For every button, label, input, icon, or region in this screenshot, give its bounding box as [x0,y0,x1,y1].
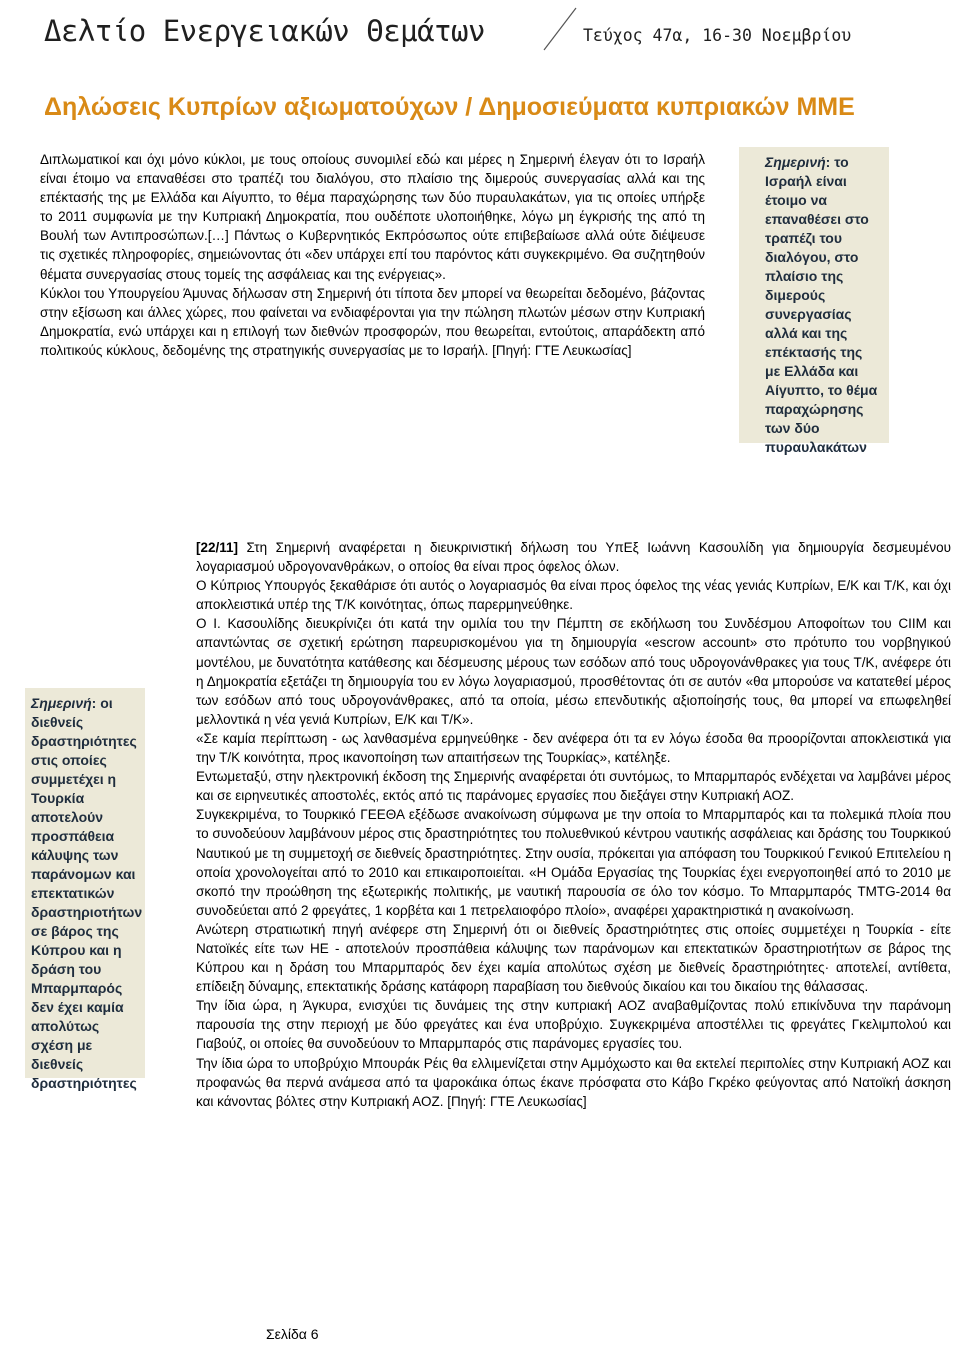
article-2 [196,538,951,1111]
article-2-paragraph: [22/11] Στη Σημερινή αναφέρεται η διευκρινιστική δήλωση του ΥπΕξ Ιωάννη Κασουλίδη για δημιουργία δεσμευμένου λογαριασμού υδρογονανθράκων, ο οποίος θα είναι προς όφελος όλων. [196,540,951,575]
article-1-paragraph: Κύκλοι του Υπουργείου Άμυνας δήλωσαν στη Σημερινή ότι τίποτα δεν μπορεί να θεωρείται δεδομένο, βάζοντας στην εξίσωση και άλλες χώρες, που φαίνεται να ενδιαφέρονται για την πώληση πλωτών μέσων στην Κυπριακή Δημοκρατία, ενώ υπάρχει και η επιλογή των διεθνών προσφορών, που θεωρείται, εντούτοις, απαράδεκτη από πολιτικούς κύκλους, δεδομένης της στρατηγικής συνεργασίας με το Ισραήλ. [Πηγή: ΓΤΕ Λευκωσίας] [40,285,705,358]
pull-quote-2 [25,688,145,1091]
issue-date: Τεύχος 47α, 16-30 Νοεμβρίου [583,26,852,45]
pull-quote-1 [739,147,889,455]
article-2-paragraph: Την ίδια ώρα το υποβρύχιο Μπουράκ Ρέις θα ελλιμενίζεται στην Αμμόχωστο και θα εκτελεί περιπολίες στην Κυπριακή ΑΟΖ και προφανώς θα περνά ανάμεσα από τα ψαροκάικα όπως έκανε πρόσφατα στο Κάβο Γκρέκο φεύγοντας από Νατοϊκή άσκηση και κάνοντας βόλτες στην Κυπριακή ΑΟΖ. [Πηγή: ΓΤΕ Λευκωσίας] [196,1055,951,1109]
article-2-paragraph: Ο Κύπριος Υπουργός ξεκαθάρισε ότι αυτός ο λογαριασμός θα είναι προς όφελος της νέας γενιάς Κυπρίων, Ε/Κ και Τ/Κ, και όχι αποκλειστικά υπέρ της Τ/Κ κοινότητας, όπως παρερμηνεύθηκε. [196,578,951,613]
article-2-paragraph: Εντωμεταξύ, στην ηλεκτρονική έκδοση της Σημερινής αναφέρεται ότι συντόμως, το Μπαρμπαρός ενδέχεται να λαμβάνει μέρος και σε ειρηνευτικές αποστολές, εκτός από τις παράνομες εργασίες που διεξάγει στην Κυπριακή ΑΟΖ. [196,769,951,804]
pull-quote-source: Σημερινή [31,695,92,711]
article-2-paragraph: Την ίδια ώρα, η Άγκυρα, ενισχύει τις δυνάμεις της στην κυπριακή ΑΟΖ αναβαθμίζοντας πολύ επικίνδυνα την παράνομη παρουσία της στην περιοχή με δύο φρεγάτες και ένα υποβρύχιο. Συγκεκριμένα αποστέλλει τις φρεγάτες Γκελιμπολού και Γιαβούζ, οι οποίες θα συνοδεύουν το Μπαρμπαρός στις παράνομες εργασίες του. [196,998,951,1052]
article-2-paragraph: Ο Ι. Κασουλίδης διευκρίνιζει ότι κατά την ομιλία του την Πέμπτη σε εκδήλωση του Συνδέσμου Αποφοίτων του CIIM και απαντώντας σε σχετική ερώτηση παρευρισκομένου για τη δημιουργία «escrow account» στο πρότυπο του νορβηγικού μοντέλου, με δυνατότητα κατάθεσης και δέσμευσης μέρους των εσόδων από τους υδρογονάνθρακες για τους Τ/Κ, ανέφερε ότι η Δημοκρατία εξετάζει τη δημιουργία του εν λόγω λογαριασμού, προσθέτοντας ότι σε αυτόν «θα μπορούσε να κατατεθεί μέρος των εσόδων από τους υδρογονάνθρακες, από τα οποία, μέσω επενδυτικής αξιοποίησής τους, θα μπορεί να επωφεληθεί μελλοντικά η νέα γενιά Κυπρίων, Ε/Κ και Τ/Κ». [196,616,951,727]
pull-quote-text: : το Ισραήλ είναι έτοιμο να επαναθέσει στο τραπέζι του διαλόγου, στο πλαίσιο της διμερούς συνεργασίας αλλά και της επέκτασής της με Ελλάδα και Αίγυπτο, το θέμα παραχώρησης των δύο πυραυλακάτων [765,154,878,455]
article-2-paragraph: Συγκεκριμένα, το Τουρκικό ΓΕΕΘΑ εξέδωσε ανακοίνωση σύμφωνα με την οποία το Μπαρμπαρός και τα πολεμικά πλοία που το συνοδεύουν λαμβάνουν μέρος στις δραστηριότητες του πολυεθνικού κέντρου ναυτικής ασφάλειας και δράσης του Τουρκικού Ναυτικού με τη συμμετοχή σε διεθνείς δραστηριότητες. Στην ουσία, πρόκειται για απόφαση του Τουρκικού Γενικού Επιτελείου η οποία χρονολογείται από το 2010 και επικαιροποιείται. «Η Ομάδα Εργασίας της Τουρκίας έχει ενεργοποιηθεί από το 2010 με σκοπό την προώθηση της εξωτερικής πολιτικής, με ναυτική παρουσία σε όλο τον κόσμο. Το Μπαρμπαρός TMTG-2014 θα συνοδεύεται από 2 φρεγάτες, 1 κορβέτα και 1 πετρελαιοφόρο πλοίο», αναφέρει χαρακτηριστικά η ανακοίνωση. [196,807,951,918]
article-2-paragraph: Ανώτερη στρατιωτική πηγή ανέφερε στη Σημερινή ότι οι διεθνείς δραστηριότητες στις οποίες συμμετέχει η Τουρκία - είτε Νατοϊκές είτε των ΗΕ - αποτελούν προσπάθεια κάλυψης των παράνομων και επεκτατικών δραστηριοτήτων σε βάρος της Κύπρου και η δράση του Μπαρμπαρός δεν έχει καμία απολύτως σχέση με διεθνείς δραστηριότητες· αποτελεί, αντίθετα, επίδειξη δύναμης, επεκτατικής δράσης κατάφορη παραβίαση του διεθνούς δικαίου και του δικαίου της θάλασσας. [196,921,951,995]
bulletin-title: Δελτίο Ενεργειακών Θεμάτων [44,14,485,48]
section-title: Δηλώσεις Κυπρίων αξιωματούχων / Δημοσιεύματα κυπριακών ΜΜΕ [44,93,855,121]
pull-quote-source: Σημερινή [765,154,826,170]
divider-slash [540,6,580,52]
article-1 [40,150,705,360]
article-date: [22/11] [196,540,239,555]
page-number: Σελίδα 6 [266,1326,319,1342]
page-header [0,0,960,72]
pull-quote-text: : οι διεθνείς δραστηριότητες στις οποίες συμμετέχει η Τουρκία αποτελούν προσπάθεια κάλυψης των παράνομων και επεκτατικών δραστηριοτήτων σε βάρος της Κύπρου και η δράση του Μπαρμπαρός δεν έχει καμία απολύτως σχέση με διεθνείς δραστηριότητες [31,695,143,1091]
article-2-paragraph: «Σε καμία περίπτωση - ως λανθασμένα ερμηνεύθηκε - δεν ανέφερα ότι τα εν λόγω έσοδα θα προορίζονται αποκλειστικά για την Τ/Κ κοινότητα, προς ικανοποίηση των απαιτήσεων της Τουρκίας», κατέληξε. [196,730,951,766]
article-1-paragraph: Διπλωματικοί και όχι μόνο κύκλοι, με τους οποίους συνομιλεί εδώ και μέρες η Σημερινή έλεγαν ότι το Ισραήλ είναι έτοιμο να επαναθέσει στο τραπέζι του διαλόγου, στο πλαίσιο της διμερούς συνεργασίας αλλά και της επέκτασής της με Ελλάδα και Αίγυπτο, το θέμα παραχώρησης των δύο πυραυλακάτων, για τις οποίες υπήρξε το 2011 συμφωνία με την Κυπριακή Δημοκρατία, που ουδέποτε υλοποιήθηκε, λόγω μη έγκρισής της από τη Βουλή των Αντιπροσώπων.[…] Πάντως ο Κυβερνητικός Εκπρόσωπος ούτε επιβεβαίωσε αλλά ούτε διέψευσε τις σχετικές πληροφορίες, σημειώνοντας ότι «δεν υπάρχει επί του παρόντος κάτι συγκεκριμένο. Θα συζητηθούν θέματα συνεργασίας στους τομείς της ασφάλειας και της ενέργειας». [40,152,705,282]
